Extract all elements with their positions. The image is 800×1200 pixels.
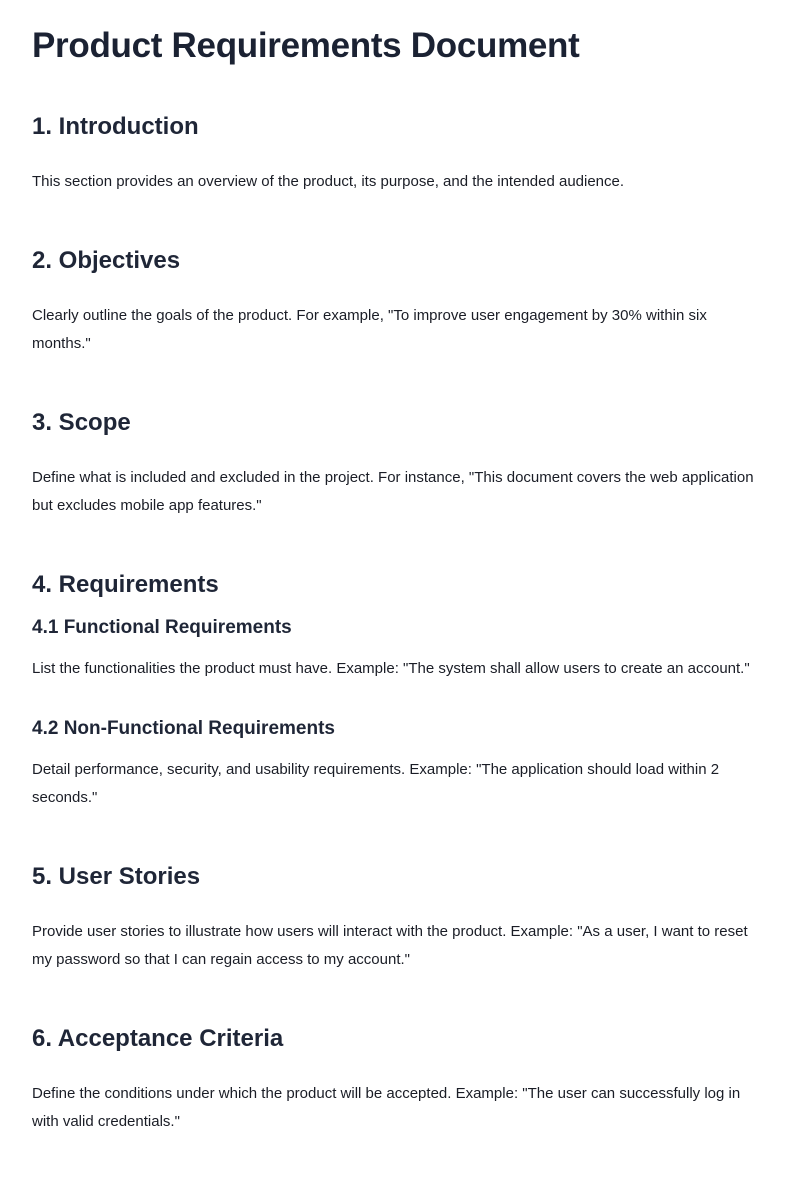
document — [32, 0, 768, 1136]
subsection-heading: 4.1 Functional Requirements — [32, 617, 292, 638]
subsection-body: Detail performance, security, and usability requirements. Example: "The application should load within 2 seconds." — [32, 761, 720, 806]
section-heading: 3. Scope — [32, 409, 131, 436]
section-body: Provide user stories to illustrate how users will interact with the product. Example: "As a user, I want to reset my password so that I can regain access to my account." — [32, 923, 748, 968]
section-scope — [32, 408, 768, 520]
section-body: Define the conditions under which the product will be accepted. Example: "The user can successfully log in with valid credentials." — [32, 1085, 741, 1130]
subsection-non-functional-requirements — [32, 717, 768, 812]
section-requirements — [32, 570, 768, 812]
section-heading: 4. Requirements — [32, 571, 219, 598]
section-introduction — [32, 112, 768, 196]
subsection-functional-requirements — [32, 616, 768, 683]
section-body: Define what is included and excluded in the project. For instance, "This document covers the web application but excludes mobile app features." — [32, 469, 754, 514]
section-heading: 6. Acceptance Criteria — [32, 1025, 284, 1052]
section-heading: 1. Introduction — [32, 113, 199, 140]
subsection-heading: 4.2 Non-Functional Requirements — [32, 718, 335, 739]
subsection-body: List the functionalities the product must have. Example: "The system shall allow users to create an account." — [32, 660, 750, 677]
section-body: Clearly outline the goals of the product. For example, "To improve user engagement by 30% within six months." — [32, 307, 707, 352]
section-objectives — [32, 246, 768, 358]
section-heading: 2. Objectives — [32, 247, 181, 274]
section-body: This section provides an overview of the product, its purpose, and the intended audience. — [32, 173, 625, 190]
section-user-stories — [32, 862, 768, 974]
section-acceptance-criteria — [32, 1024, 768, 1136]
document-title: Product Requirements Document — [32, 26, 580, 65]
section-heading: 5. User Stories — [32, 863, 201, 890]
